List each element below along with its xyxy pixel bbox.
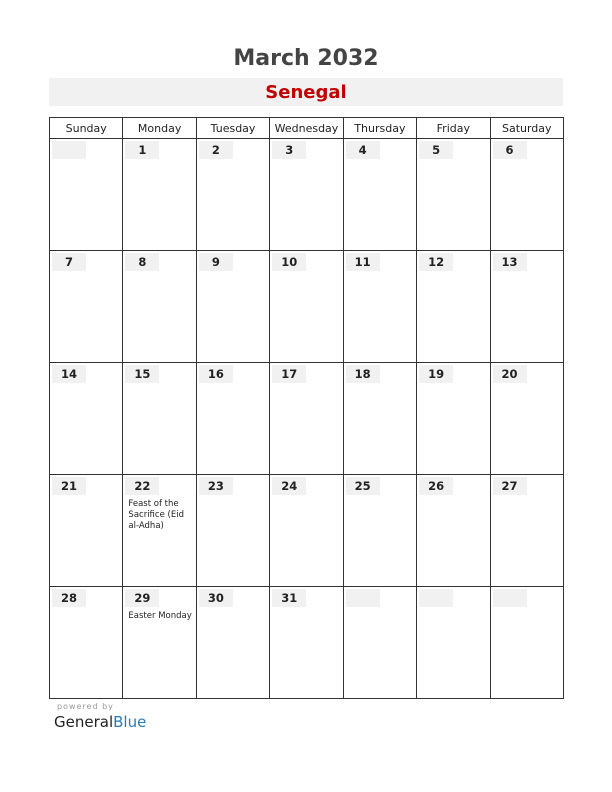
day-cell xyxy=(343,363,416,475)
day-cell xyxy=(270,475,343,587)
day-cell xyxy=(123,251,196,363)
day-cell xyxy=(270,587,343,699)
day-number: 31 xyxy=(272,589,306,607)
day-number: 15 xyxy=(125,365,159,383)
country-banner xyxy=(49,78,563,106)
week-row xyxy=(50,587,564,699)
day-cell xyxy=(196,363,269,475)
day-cell xyxy=(417,363,490,475)
day-number: 11 xyxy=(346,253,380,271)
generalblue-logo[interactable] xyxy=(54,713,146,731)
weekday-header: Saturday xyxy=(490,118,563,139)
day-cell xyxy=(417,251,490,363)
brand-general: General xyxy=(54,713,114,731)
day-number: 2 xyxy=(199,141,233,159)
day-cell xyxy=(196,251,269,363)
day-number xyxy=(346,589,380,607)
day-cell xyxy=(490,251,563,363)
day-cell xyxy=(123,363,196,475)
day-number: 21 xyxy=(52,477,86,495)
week-row xyxy=(50,475,564,587)
day-number: 8 xyxy=(125,253,159,271)
day-number: 20 xyxy=(493,365,527,383)
calendar-grid xyxy=(49,117,564,699)
day-number: 25 xyxy=(346,477,380,495)
country-name: Senegal xyxy=(265,82,347,103)
powered-by-text: powered by xyxy=(57,702,114,711)
calendar-title: March 2032 xyxy=(233,46,379,71)
day-number: 7 xyxy=(52,253,86,271)
day-cell xyxy=(270,251,343,363)
day-number: 28 xyxy=(52,589,86,607)
day-number: 12 xyxy=(419,253,453,271)
day-cell xyxy=(123,587,196,699)
day-number xyxy=(493,589,527,607)
day-number: 13 xyxy=(493,253,527,271)
day-number: 4 xyxy=(346,141,380,159)
day-number: 26 xyxy=(419,477,453,495)
day-number: 5 xyxy=(419,141,453,159)
day-number: 6 xyxy=(493,141,527,159)
weekday-header: Wednesday xyxy=(270,118,343,139)
brand-blue: Blue xyxy=(113,713,147,731)
day-cell xyxy=(50,587,123,699)
day-number: 29 xyxy=(125,589,159,607)
week-row xyxy=(50,251,564,363)
day-cell xyxy=(50,363,123,475)
day-cell xyxy=(417,139,490,251)
day-cell xyxy=(50,251,123,363)
weekday-header-row xyxy=(50,118,564,139)
weekday-header: Friday xyxy=(417,118,490,139)
day-cell xyxy=(343,251,416,363)
day-number: 27 xyxy=(493,477,527,495)
day-cell xyxy=(343,475,416,587)
day-number: 18 xyxy=(346,365,380,383)
day-cell xyxy=(343,139,416,251)
day-cell xyxy=(50,139,123,251)
day-cell xyxy=(196,139,269,251)
day-cell xyxy=(270,139,343,251)
day-cell xyxy=(490,363,563,475)
day-number: 9 xyxy=(199,253,233,271)
day-cell xyxy=(123,475,196,587)
day-number xyxy=(419,589,453,607)
holiday-label: Easter Monday xyxy=(128,611,192,621)
day-cell xyxy=(417,475,490,587)
day-number: 16 xyxy=(199,365,233,383)
day-number: 10 xyxy=(272,253,306,271)
day-number: 23 xyxy=(199,477,233,495)
day-number: 14 xyxy=(52,365,86,383)
day-cell xyxy=(50,475,123,587)
day-number: 1 xyxy=(125,141,159,159)
day-number: 19 xyxy=(419,365,453,383)
day-cell xyxy=(417,587,490,699)
week-row xyxy=(50,139,564,251)
day-cell xyxy=(343,587,416,699)
day-cell xyxy=(490,475,563,587)
day-cell xyxy=(490,139,563,251)
day-number: 17 xyxy=(272,365,306,383)
holiday-label: Feast of the Sacrifice (Eid al-Adha) xyxy=(128,499,184,531)
day-cell xyxy=(490,587,563,699)
weekday-header: Sunday xyxy=(50,118,123,139)
weekday-header: Thursday xyxy=(343,118,416,139)
day-cell xyxy=(196,475,269,587)
day-cell xyxy=(196,587,269,699)
day-number: 22 xyxy=(125,477,159,495)
day-number: 24 xyxy=(272,477,306,495)
day-number: 3 xyxy=(272,141,306,159)
weekday-header: Monday xyxy=(123,118,196,139)
weekday-header: Tuesday xyxy=(196,118,269,139)
day-number xyxy=(52,141,86,159)
day-cell xyxy=(123,139,196,251)
day-number: 30 xyxy=(199,589,233,607)
week-row xyxy=(50,363,564,475)
day-cell xyxy=(270,363,343,475)
